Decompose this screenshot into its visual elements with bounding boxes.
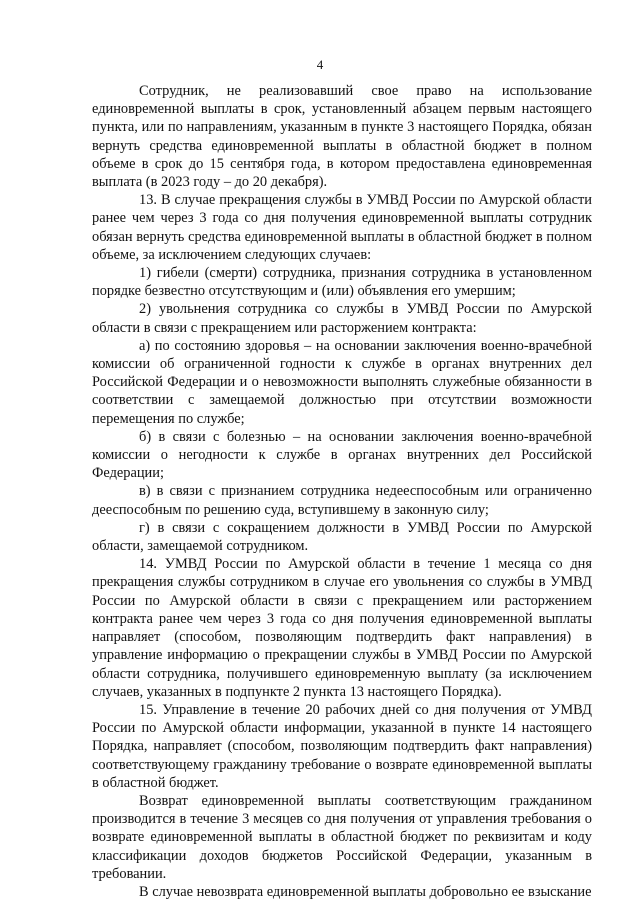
paragraph: Сотрудник, не реализовавший свое право на использование единовременной выплаты в срок, установленный абзацем первым настоящего пункта, или по направлениям, указанным в пункте 3 настоящего Порядка, обязан вернуть средства единовременной выплаты в областной бюджет в полном объеме в срок до 15 сентября года, в котором предоставлена единовременная выплата (в 2023 году – до 20 декабря). [92, 83, 592, 191]
paragraph: 15. Управление в течение 20 рабочих дней со дня получения от УМВД России по Амурской области информации, указанной в пункте 14 настоящего Порядка, направляет (способом, позволяющим подтвердить факт направления) соответствующему гражданину требование о возврате единовременной выплаты в областной бюджет. [92, 701, 592, 791]
paragraph: в) в связи с признанием сотрудника недееспособным или ограниченно дееспособным по решению суда, вступившему в законную силу; [92, 483, 592, 518]
paragraph: а) по состоянию здоровья – на основании заключения военно-врачебной комиссии об ограниченной годности к службе в органах внутренних дел Российской Федерации и о невозможности выполнять служебные обязанности в соответствии с замещаемой должностью при отсутствии возможности перемещения по службе; [92, 337, 592, 427]
paragraph: 1) гибели (смерти) сотрудника, признания сотрудника в установленном порядке безвестно отсутствующим и (или) объявления его умершим; [92, 265, 592, 300]
paragraph: 13. В случае прекращения службы в УМВД России по Амурской области ранее чем через 3 года со дня получения единовременной выплаты сотрудник обязан вернуть средства единовременной выплаты в областной бюджет в полном объеме, за исключением следующих случаев: [92, 192, 592, 263]
paragraph: Возврат единовременной выплаты соответствующим гражданином производится в течение 3 месяцев со дня получения от управления требования о возврате единовременной выплаты в областной бюджет по реквизитам и коду классификации доходов бюджетов Российской Федерации, указанным в требовании. [92, 792, 592, 882]
paragraph: г) в связи с сокращением должности в УМВД России по Амурской области, замещаемой сотрудником. [92, 519, 592, 555]
paragraph: б) в связи с болезнью – на основании заключения военно-врачебной комиссии о негодности к службе в органах внутренних дел Российской Федерации; [92, 428, 592, 482]
page-number: 4 [316, 57, 324, 72]
paragraph: 14. УМВД России по Амурской области в течение 1 месяца со дня прекращения службы сотрудником в случае его увольнения со службы в УМВД России по Амурской области в связи с прекращением или расторжением контракта ранее чем через 3 года со дня получения единовременной выплаты направляет (способом, позволяющим подтвердить факт направления) в управление информацию о прекращении службы в УМВД России по Амурской области сотрудника, получившего единовременную выплату (за исключением случаев, указанных в подпункте 2 пункта 13 настоящего Порядка). [92, 556, 592, 700]
paragraph: В случае невозврата единовременной выплаты добровольно ее взыскание [139, 883, 592, 900]
document-body [92, 82, 592, 901]
paragraph: 2) увольнения сотрудника со службы в УМВД России по Амурской области в связи с прекращением или расторжением контракта: [92, 301, 592, 336]
